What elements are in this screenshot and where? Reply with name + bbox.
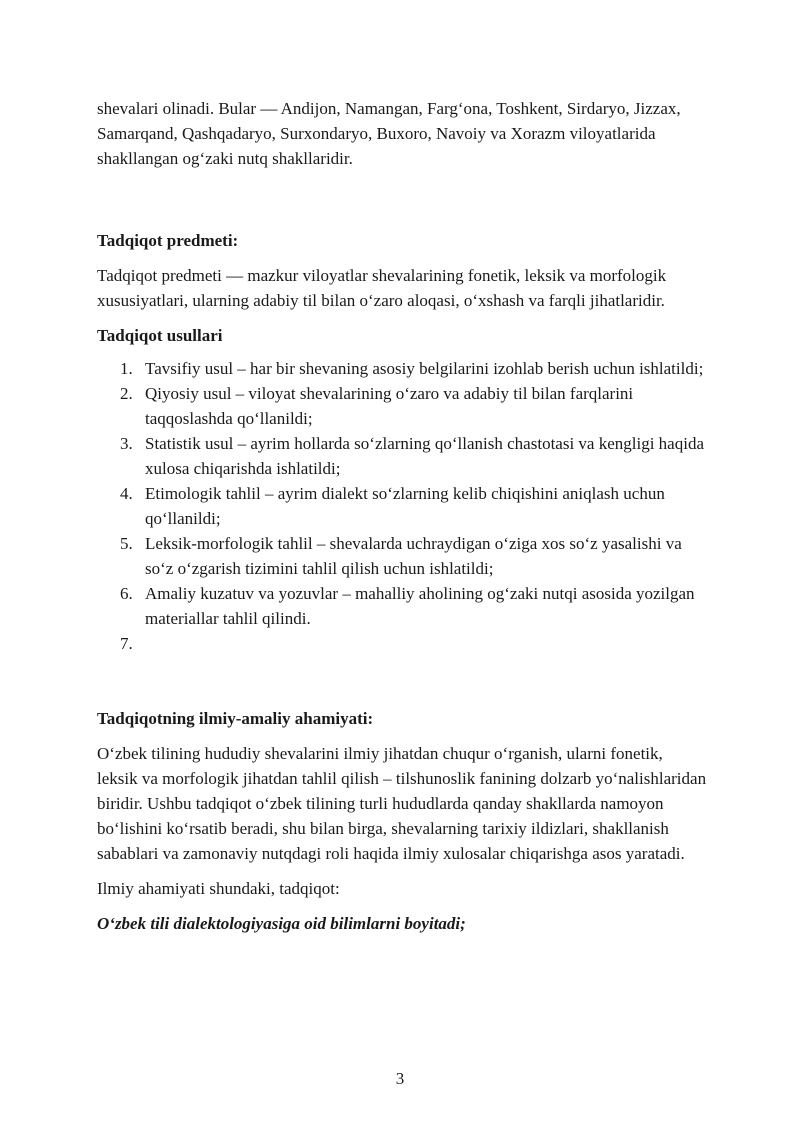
list-item-text: Etimologik tahlil – ayrim dialekt so‘zlarning kelib chiqishini aniqlash uchun qo‘llanildi; bbox=[145, 484, 665, 528]
list-item-number: 3. bbox=[120, 434, 133, 453]
list-item bbox=[97, 631, 707, 656]
list-item-number: 4. bbox=[120, 484, 133, 503]
list-item bbox=[97, 431, 707, 481]
list-item-number: 5. bbox=[120, 534, 133, 553]
methods-heading: Tadqiqot usullari bbox=[97, 326, 223, 345]
list-item-text: Amaliy kuzatuv va yozuvlar – mahalliy aholining og‘zaki nutqi asosida yozilgan materiallar tahlil qilindi. bbox=[145, 584, 695, 628]
list-item-text: Leksik-morfologik tahlil – shevalarda uchraydigan o‘ziga xos so‘z yasalishi va so‘z o‘zgarish tizimini tahlil qilish uchun ishlatildi; bbox=[145, 534, 682, 578]
page-content bbox=[97, 96, 707, 936]
list-item bbox=[97, 356, 707, 381]
page-number: 3 bbox=[395, 1069, 405, 1088]
significance-heading: Tadqiqotning ilmiy-amaliy ahamiyati: bbox=[97, 709, 374, 728]
list-item bbox=[97, 381, 707, 431]
significance-emphasis: O‘zbek tili dialektologiyasiga oid bilimlarni boyitadi; bbox=[97, 914, 466, 933]
methods-list bbox=[97, 356, 707, 656]
subject-paragraph: Tadqiqot predmeti — mazkur viloyatlar shevalarining fonetik, leksik va morfologik xususiyatlari, ularning adabiy til bilan o‘zaro aloqasi, o‘xshash va farqli jihatlaridir. bbox=[97, 266, 667, 310]
subject-heading: Tadqiqot predmeti: bbox=[97, 231, 239, 250]
significance-paragraph: O‘zbek tilining hududiy shevalarini ilmiy jihatdan chuqur o‘rganish, ularni fonetik, leksik va morfologik jihatdan tahlil qilish – tilshunoslik fanining dolzarb yo‘nalishlaridan biridir. Ushbu tadqiqot o‘zbek tilining turli hududlarda qanday shakllarda namoyon bo‘lishini ko‘rsatib beradi, shu bilan birga, shevalarning tarixiy ildizlari, shakllanish sabablari va zamonaviy nutqdagi roli haqida ilmiy xulosalar chiqarishga asos yaratadi. bbox=[97, 744, 707, 863]
list-item bbox=[97, 531, 707, 581]
intro-paragraph: shevalari olinadi. Bular — Andijon, Namangan, Farg‘ona, Toshkent, Sirdaryo, Jizzax, Samarqand, Qashqadaryo, Surxondaryo, Buxoro, Navoiy va Xorazm viloyatlarida shakllangan og‘zaki nutq shakllaridir. bbox=[97, 99, 681, 168]
list-item-number: 6. bbox=[120, 584, 133, 603]
list-item-text: Statistik usul – ayrim hollarda so‘zlarning qo‘llanish chastotasi va kengligi haqida xulosa chiqarishda ishlatildi; bbox=[145, 434, 704, 478]
list-item-number: 1. bbox=[120, 359, 133, 378]
list-item-number: 7. bbox=[120, 634, 133, 653]
significance-intro-line: Ilmiy ahamiyati shundaki, tadqiqot: bbox=[97, 879, 340, 898]
list-item-text: Tavsifiy usul – har bir shevaning asosiy belgilarini izohlab berish uchun ishlatildi; bbox=[145, 359, 704, 378]
list-item-text: Qiyosiy usul – viloyat shevalarining o‘zaro va adabiy til bilan farqlarini taqqoslashda qo‘llanildi; bbox=[145, 384, 634, 428]
list-item bbox=[97, 481, 707, 531]
list-item bbox=[97, 581, 707, 631]
list-item-number: 2. bbox=[120, 384, 133, 403]
